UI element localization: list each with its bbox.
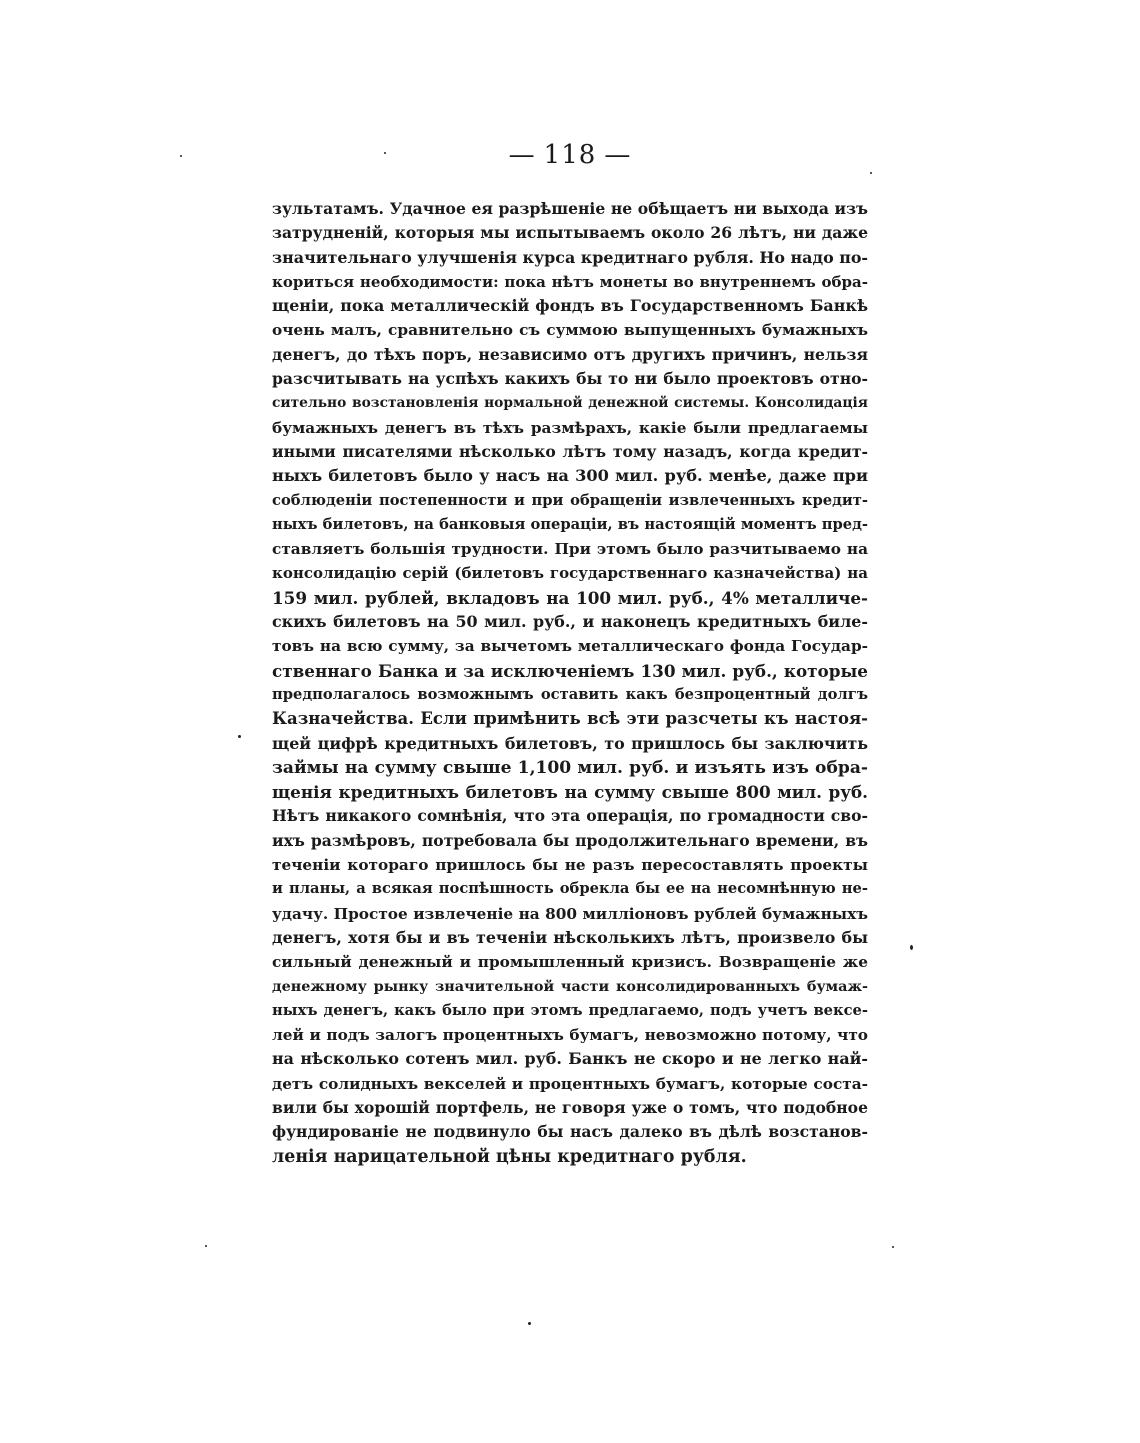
text-line: иными писателями нѣсколько лѣтъ тому назадъ, когда кредит- [272,441,868,461]
page-number-dash-left: — [508,140,536,170]
text-line: зультатамъ. Удачное ея разрѣшеніе не обѣщаетъ ни выхода изъ [272,199,868,218]
text-line: ственнаго Банка и за исключеніемъ 130 мил. руб., которые [272,660,868,681]
text-line: щенія кредитныхъ билетовъ на сумму свыше 800 мил. руб. [272,782,868,803]
scan-speck [892,1246,894,1248]
text-line: ихъ размѣровъ, потребовала бы продолжительнаго времени, въ [272,830,868,850]
text-line: щей цифрѣ кредитныхъ билетовъ, то пришлось бы заключить [272,733,868,753]
text-line: лей и подъ залогъ процентныхъ бумагъ, невозможно потому, что [272,1026,868,1045]
text-line: соблюденіи постепенности и при обращеніи извлеченныхъ кредит- [272,491,868,509]
text-line: консолидацію серій (билетовъ государственнаго казначейства) на [272,564,868,583]
scan-speck [180,155,182,157]
text-line: ныхъ денегъ, какъ было при этомъ предлагаемо, подъ учетъ вексе- [272,1001,868,1019]
text-line: очень малъ, сравнительно съ суммою выпущенныхъ бумажныхъ [272,321,868,340]
text-line: бумажныхъ денегъ въ тѣхъ размѣрахъ, какіе были предлагаемы [272,418,868,437]
text-line: займы на сумму свыше 1,100 мил. руб. и изъять изъ обра- [272,757,868,778]
text-line: 159 мил. рублей, вкладовъ на 100 мил. руб., 4% металличе- [272,587,868,608]
text-line: вили бы хорошій портфель, не говоря уже о томъ, что подобное [272,1097,868,1117]
text-line: детъ солидныхъ векселей и процентныхъ бумагъ, которые соста- [272,1074,868,1093]
scan-speck [870,172,872,174]
text-line: затрудненій, которыя мы испытываемъ около 26 лѣтъ, ни даже [272,223,868,243]
text-line: денегъ, хотя бы и въ теченіи нѣсколькихъ лѣтъ, произвело бы [272,927,868,947]
page-number [0,140,1140,170]
scan-speck [910,945,913,950]
text-line: фундированіе не подвинуло бы насъ далеко въ дѣлѣ возстанов- [272,1122,868,1142]
body-text [272,197,868,1169]
scan-speck [384,152,386,154]
text-line: денегъ, до тѣхъ поръ, независимо отъ другихъ причинъ, нельзя [272,344,868,364]
text-line: Нѣтъ никакого сомнѣнія, что эта операція, по громадности сво- [272,806,868,826]
text-line: Казначейства. Если примѣнить всѣ эти разсчеты къ настоя- [272,709,868,729]
text-line: скихъ билетовъ на 50 мил. руб., и наконецъ кредитныхъ биле- [272,612,868,632]
text-line: щеніи, пока металлическій фондъ въ Государственномъ Банкѣ [272,296,868,316]
text-line: удачу. Простое извлеченіе на 800 милліоновъ рублей бумажныхъ [272,904,868,923]
text-line: ныхъ билетовъ, на банковыя операціи, въ настоящій моментъ пред- [272,515,868,533]
text-line-last: ленія нарицательной цѣны кредитнаго рубля. [272,1146,747,1167]
text-line: на нѣсколько сотенъ мил. руб. Банкъ не скоро и не легко най- [272,1049,868,1069]
text-line: товъ на всю сумму, за вычетомъ металлическаго фонда Государ- [272,637,868,656]
scan-speck [528,1322,531,1325]
scan-speck [238,735,241,738]
text-line: теченіи котораго пришлось бы не разъ пересоставлять проекты [272,856,868,875]
text-line: разсчитывать на успѣхъ какихъ бы то ни было проектовъ отно- [272,369,868,389]
text-line: и планы, а всякая поспѣшность обрекла бы ее на несомнѣнную не- [272,880,868,898]
text-line: ныхъ билетовъ было у насъ на 300 мил. руб. менѣе, даже при [272,466,868,486]
text-line: предполагалось возможнымъ оставить какъ безпроцентный долгъ [272,685,868,703]
scan-speck [205,1245,207,1247]
text-line: ставляетъ большія трудности. При этомъ было разчитываемо на [272,540,868,559]
text-line: сильный денежный и промышленный кризисъ. Возвращеніе же [272,953,868,972]
text-line: сительно возстановленія нормальной денежной системы. Консолидація [272,395,868,412]
text-line: значительнаго улучшенія курса кредитнаго рубля. Но надо по- [272,247,868,267]
text-line: денежному рынку значительной части консолидированныхъ бумаж- [272,977,868,995]
page-number-dash-right: — [604,140,632,170]
page-number-value: 118 [543,140,597,170]
text-line: кориться необходимости: пока нѣтъ монеты во внутреннемъ обра- [272,272,868,291]
